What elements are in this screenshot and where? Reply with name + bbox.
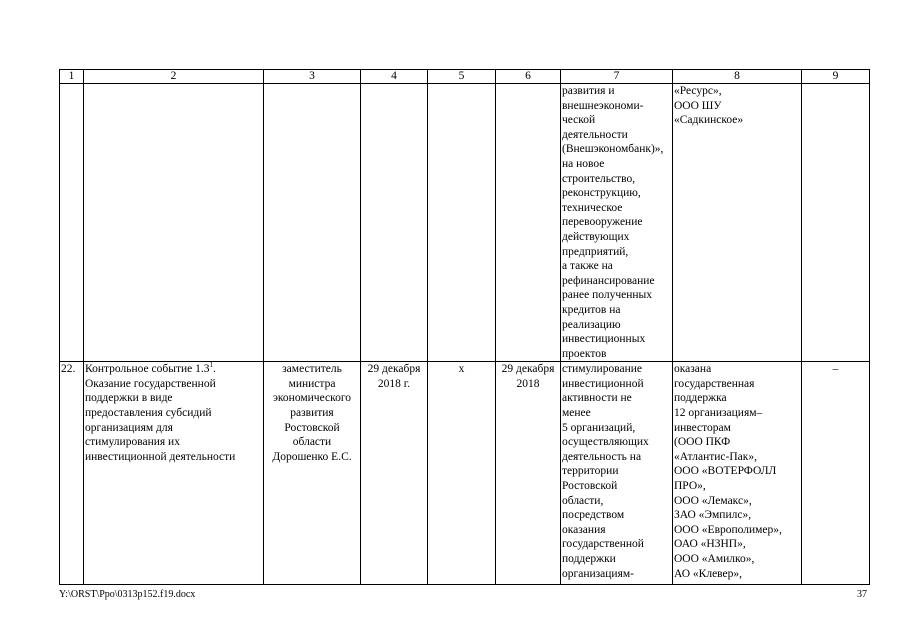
event-title — [85, 362, 262, 377]
text-line: организациям для — [85, 421, 173, 434]
cell-empty — [84, 84, 264, 362]
text-line: ОАО «НЗНП», — [674, 538, 746, 551]
text-line: кредитов на — [562, 303, 621, 316]
header-cell: 8 — [673, 70, 802, 84]
cell-empty — [264, 84, 361, 362]
text-line: Ростовской — [562, 480, 618, 493]
text-line: государственной — [562, 538, 644, 551]
text-line: поддержка — [674, 392, 727, 405]
text-line: внешнеэкономи- — [562, 99, 644, 112]
text-line: поддержки — [562, 553, 616, 565]
text-line: ООО «Европолимер», — [674, 523, 782, 536]
text-line: предприятий, — [562, 245, 629, 258]
text-line: ООО ШУ — [674, 99, 722, 112]
table-row-22 — [60, 362, 870, 585]
text-line: реализацию — [562, 318, 621, 331]
cell-event — [84, 362, 264, 585]
table-row-continued — [60, 84, 870, 362]
text-line: области — [292, 436, 332, 449]
text-line: перевооружение — [562, 216, 643, 229]
text-line: инвестиционной — [562, 377, 644, 390]
text-line: техническое — [562, 201, 623, 214]
cell-result-plan — [561, 84, 673, 362]
text-line: деятельность на — [562, 450, 642, 463]
text-line: стимулирования их — [85, 436, 180, 449]
header-row — [60, 70, 870, 84]
cell-row-number: 22. — [60, 362, 84, 585]
text-line: Ростовской — [284, 421, 340, 434]
text-line: АО «Клевер», — [674, 567, 743, 580]
text-line: оказана — [674, 363, 712, 376]
plan-table — [59, 69, 870, 585]
text-line: действующих — [562, 230, 630, 243]
text-line: проектов — [562, 347, 607, 360]
cell-result-fact — [673, 362, 802, 585]
header-cell: 6 — [496, 70, 561, 84]
header-cell: 1 — [60, 70, 84, 84]
cell-col5: х — [428, 362, 496, 585]
text-line: 29 декабря — [501, 363, 555, 376]
text-line: предоставления субсидий — [85, 407, 212, 420]
text-line: а также на — [562, 260, 613, 273]
text-line: реконструкцию, — [562, 187, 641, 200]
text-line: 5 организаций, — [562, 421, 636, 434]
text-line: 29 декабря — [367, 363, 421, 376]
text-line: государственная — [674, 377, 755, 390]
text-line: ЗАО «Эмпилс», — [674, 509, 752, 522]
cell-notes: – — [802, 362, 870, 585]
text-line: стимулирование — [562, 363, 642, 376]
text-line: ООО «Амилко», — [674, 553, 755, 565]
text-line: Дорошенко Е.С. — [272, 450, 352, 463]
text-line: территории — [562, 465, 619, 478]
text-line: заместитель — [282, 363, 342, 376]
text-line: инвестиционных — [562, 333, 646, 346]
event-title-end: . — [213, 363, 216, 376]
cell-responsible — [264, 362, 361, 585]
text-line: инвестиционной деятельности — [85, 450, 236, 463]
cell-result-fact — [673, 84, 802, 362]
header-cell: 3 — [264, 70, 361, 84]
event-title-text: Контрольное событие 1.3 — [85, 363, 210, 376]
text-line: «Ресурс», — [674, 85, 722, 97]
text-line: Оказание государственной — [85, 377, 216, 390]
text-line: менее — [562, 407, 591, 420]
header-cell: 5 — [428, 70, 496, 84]
text-line: рефинансирование — [562, 274, 655, 287]
cell-result-plan — [561, 362, 673, 585]
cell-empty — [496, 84, 561, 362]
text-line: ранее полученных — [562, 289, 653, 302]
text-line: ООО «Лемакс», — [674, 494, 752, 507]
text-line: деятельности — [562, 128, 628, 141]
cell-empty — [60, 84, 84, 362]
text-line: инвесторам — [674, 421, 731, 434]
text-line: 12 организациям– — [674, 407, 763, 420]
text-line: развития — [290, 407, 334, 420]
text-line: области, — [562, 494, 604, 507]
text-line: (Внешэкономбанк)», — [562, 143, 664, 156]
cell-date-plan — [361, 362, 428, 585]
text-line: поддержки в виде — [85, 392, 173, 405]
header-cell: 4 — [361, 70, 428, 84]
text-line: ПРО», — [674, 480, 706, 493]
text-line: ческой — [562, 114, 596, 127]
text-line: 2018 — [516, 377, 540, 390]
text-line: осуществляющих — [562, 436, 649, 449]
cell-empty — [428, 84, 496, 362]
text-line: посредством — [562, 509, 625, 522]
header-cell: 2 — [84, 70, 264, 84]
text-line: «Садкинское» — [674, 114, 744, 127]
cell-date-fact — [496, 362, 561, 585]
text-line: строительство, — [562, 172, 636, 185]
text-line: на новое — [562, 157, 605, 170]
header-cell: 7 — [561, 70, 673, 84]
text-line: ООО «ВОТЕРФОЛЛ — [674, 465, 777, 478]
text-line: 2018 г. — [377, 377, 411, 390]
text-line: министра — [288, 377, 336, 390]
text-line: оказания — [562, 523, 606, 536]
text-line: активности не — [562, 392, 632, 405]
footer-file-path: Y:\ORST\Ppo\0313p152.f19.docx — [59, 589, 196, 600]
footnote-mark: 1 — [209, 361, 213, 370]
header-cell: 9 — [802, 70, 870, 84]
text-line: (ООО ПКФ — [674, 436, 731, 449]
cell-empty — [361, 84, 428, 362]
text-line: организациям- — [562, 567, 634, 580]
cell-empty — [802, 84, 870, 362]
page-number: 37 — [857, 589, 867, 600]
text-line: «Атлантис-Пак», — [674, 450, 757, 463]
text-line: развития и — [562, 85, 615, 97]
text-line: экономического — [272, 392, 352, 405]
